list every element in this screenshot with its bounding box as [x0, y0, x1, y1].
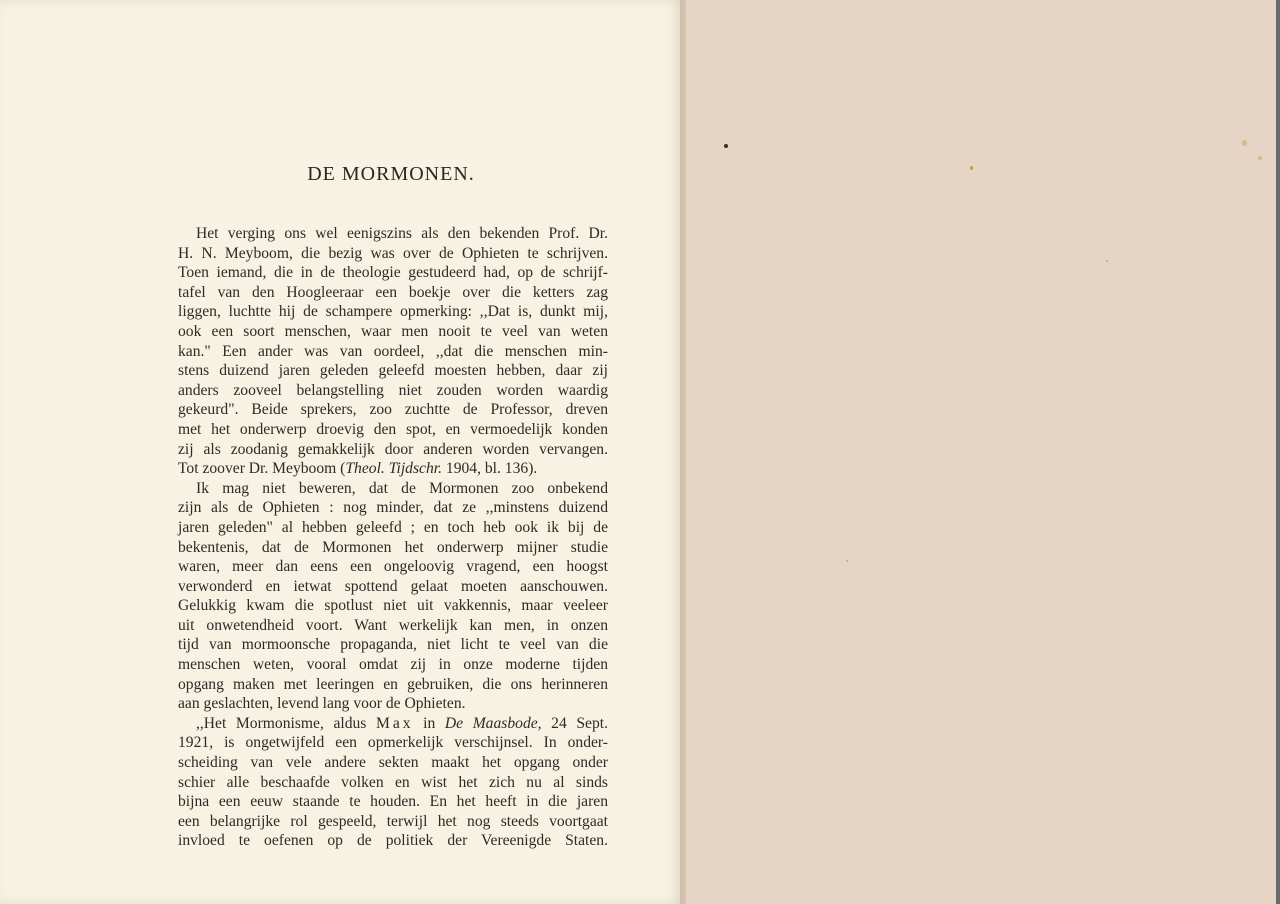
text-line: tijd van mormoonsche propaganda, niet licht te veel van die	[178, 636, 608, 654]
page-edge	[1276, 0, 1280, 904]
text-fragment: 1904, bl. 136).	[442, 460, 538, 478]
text-line: anders zooveel belangstelling niet zouden worden waardig	[178, 381, 608, 399]
paper-speck	[1258, 156, 1262, 160]
text-line	[178, 459, 608, 479]
text-line: bekentenis, dat de Mormonen het onderwerp mijner studie	[178, 538, 608, 556]
text-line: Het verging ons wel eenigszins als den bekenden Prof. Dr.	[196, 225, 608, 242]
text-fragment: ,,Het Mormonisme, aldus	[196, 714, 376, 732]
text-line: Toen iemand, die in de theologie gestudeerd had, op de schrijf-	[178, 264, 608, 282]
text-line: verwonderd en ietwat spottend gelaat moeten aanschouwen.	[178, 577, 608, 595]
text-line: gekeurd". Beide sprekers, zoo zuchtte de Professor, dreven	[178, 401, 608, 419]
text-line: schier alle beschaafde volken en wist het zich nu al sinds	[178, 773, 608, 791]
text-line: waren, meer dan eens een ongeloovig vragend, een hoogst	[178, 558, 608, 576]
text-line: stens duizend jaren geleden geleefd moesten hebben, daar zij	[178, 362, 608, 380]
paper-speck	[1106, 260, 1108, 262]
text-line: invloed te oefenen op de politiek der Vereenigde Staten.	[178, 832, 608, 850]
text-line: een belangrijke rol gespeeld, terwijl het nog steeds voortgaat	[178, 812, 608, 830]
right-page	[686, 0, 1280, 904]
text-line: H. N. Meyboom, die bezig was over de Ophieten te schrijven.	[178, 244, 608, 262]
text-line: met het onderwerp droevig den spot, en vermoedelijk konden	[178, 420, 608, 438]
text-line: bijna een eeuw staande te houden. En het heeft in die jaren	[178, 793, 608, 811]
text-fragment: Tot zoover Dr. Meyboom (	[178, 460, 346, 478]
text-line: ook een soort menschen, waar men nooit te veel van weten	[178, 322, 608, 340]
journal-title: Theol. Tijdschr.	[345, 460, 442, 478]
text-line	[178, 714, 608, 734]
text-line: 1921, is ongetwijfeld een opmerkelijk verschijnsel. In onder-	[178, 734, 608, 752]
text-line: liggen, luchtte hij de schampere opmerking: ,,Dat is, dunkt mij,	[178, 303, 608, 321]
body-text	[178, 224, 608, 851]
text-line: jaren geleden" al hebben geleefd ; en toch heb ook ik bij de	[178, 518, 608, 536]
text-line: uit onwetendheid voort. Want werkelijk kan men, in onzen	[178, 616, 608, 634]
text-line: aan geslachten, levend lang voor de Ophieten.	[178, 695, 466, 713]
text-line: Ik mag niet beweren, dat de Mormonen zoo onbekend	[196, 479, 608, 497]
text-line: tafel van den Hoogleeraar een boekje over die ketters zag	[178, 283, 608, 301]
text-line: opgang maken met leeringen en gebruiken, die ons herinneren	[178, 675, 608, 693]
text-line: Gelukkig kwam die spotlust niet uit vakkennis, maar veeleer	[178, 597, 608, 615]
paper-speck	[846, 560, 848, 562]
paper-speck	[1242, 140, 1247, 146]
text-fragment: in	[413, 714, 445, 732]
paper-speck	[724, 144, 728, 148]
text-fragment: 24 Sept.	[541, 714, 608, 732]
text-line: zijn als de Ophieten : nog minder, dat ze ,,minstens duizend	[178, 499, 608, 517]
text-line: menschen weten, vooral omdat zij in onze moderne tijden	[178, 656, 608, 674]
text-line: scheiding van vele andere sekten maakt het opgang onder	[178, 754, 608, 772]
page-title: DE MORMONEN.	[307, 163, 475, 185]
paper-speck	[970, 166, 973, 170]
newspaper-title: De Maasbode,	[444, 714, 542, 732]
text-line: kan." Een ander was van oordeel, ,,dat die menschen min-	[178, 342, 608, 360]
author-name: Max	[375, 714, 414, 732]
text-line: zij als zoodanig gemakkelijk door anderen worden vervangen.	[178, 440, 608, 458]
